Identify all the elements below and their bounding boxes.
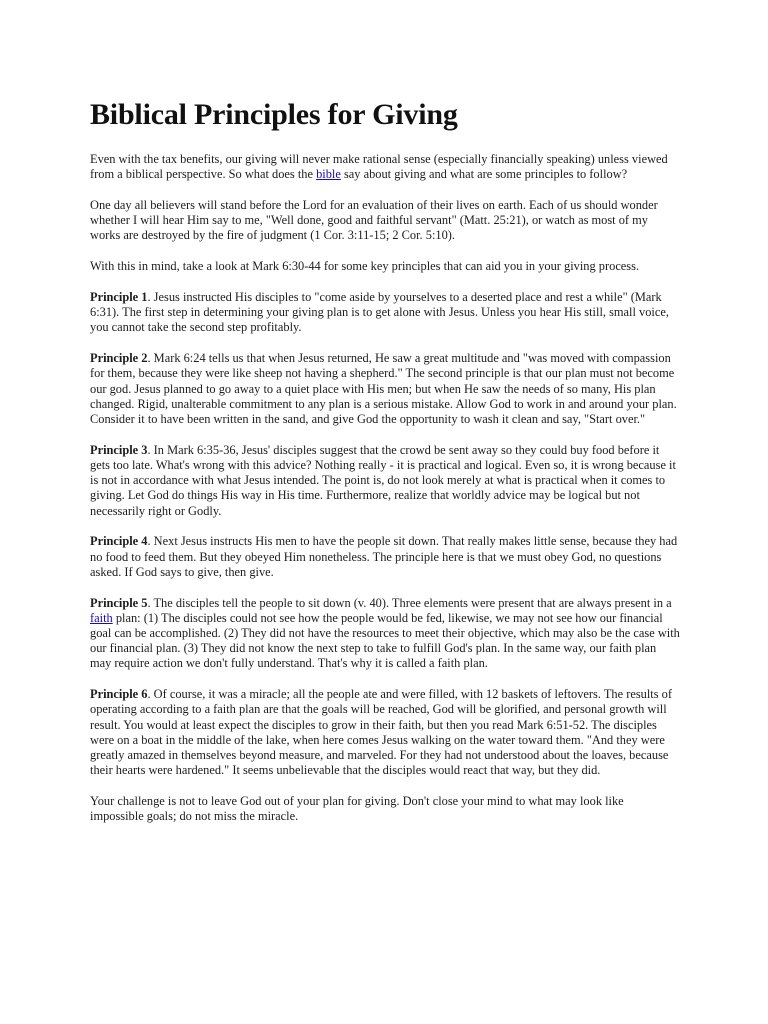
principle-6-text: . Of course, it was a miracle; all the people ate and were filled, with 12 baskets of leftovers. The results of operating according to a faith plan are that the goals will be reached, God will be glorified, and personal growth will result. You would at least expect the disciples to grow in their faith, but then you read Mark 6:51-52. The disciples were on a boat in the middle of the lake, when here comes Jesus walking on the water toward them. "And they were greatly amazed in themselves beyond measure, and marveled. For they had not understood about the loaves, because their hearts were hardened." It seems unbelievable that the disciples would react that way, but they did. (90, 687, 672, 778)
principle-2-paragraph (90, 351, 680, 427)
principle-4-label: Principle 4 (90, 534, 148, 549)
intro-text-after: say about giving and what are some principles to follow? (340, 167, 628, 182)
principle-5-paragraph (90, 596, 680, 672)
principle-6-paragraph (90, 687, 680, 778)
principle-2-text: . Mark 6:24 tells us that when Jesus returned, He saw a great multitude and "was moved with compassion for them, because they were like sheep not having a shepherd." The second principle is that our plan must not become our god. Jesus planned to go away to a quiet place with His men; but when He saw the needs of so many, His plan changed. Rigid, unalterable commitment to any plan is a serious mistake. Allow God to work in and around your plan. Consider it to have been written in the sand, and give God the opportunity to wash it clean and say, "Start over." (90, 351, 677, 427)
faith-link[interactable]: faith (90, 610, 113, 625)
principle-3-label: Principle 3 (90, 442, 148, 457)
document-page (90, 96, 680, 840)
principle-4-text: . Next Jesus instructs His men to have the people sit down. That really makes little sense, because they had no food to feed them. But they obeyed Him nonetheless. The principle here is that we must obey God, no questions asked. If God says to give, then give. (90, 534, 678, 579)
closing-paragraph: Your challenge is not to leave God out of your plan for giving. Don't close your mind to what may look like impossible goals; do not miss the miracle. (90, 794, 624, 824)
judgment-paragraph: One day all believers will stand before the Lord for an evaluation of their lives on earth. Each of us should wonder whether I will hear Him say to me, "Well done, good and faithful servant" (Matt. 25:21), or watch as most of my works are destroyed by the fire of judgment (1 Cor. 3:11-15; 2 Cor. 5:10). (90, 198, 658, 243)
principle-1-label: Principle 1 (90, 290, 148, 304)
principle-5-text-after: plan: (1) The disciples could not see how the people would be fed, likewise, we may not see how our financial goal can be accomplished. (2) They did not have the resources to meet their objective, which may also be the case with our financial plan. (3) They did not know the next step to take to fulfill God's plan. In the same way, our faith plan may require action we don't fully understand. That's why it is called a faith plan. (90, 610, 680, 671)
principle-3-text: . In Mark 6:35-36, Jesus' disciples suggest that the crowd be sent away so they could buy food before it gets too late. What's wrong with this advice? Nothing really - it is practical and logical. Even so, it is wrong because it is not in accordance with what Jesus intended. The point is, do not look merely at what is practical when it comes to giving. Let God do things His way in His time. Furthermore, realize that worldly advice may be logical but not necessarily right or Godly. (90, 442, 676, 518)
page-title: Biblical Principles for Giving (90, 98, 458, 131)
intro-text-before: Even with the tax benefits, our giving will never make rational sense (especially financially speaking) unless viewed from a biblical perspective. So what does the (90, 152, 668, 182)
bible-link[interactable]: bible (316, 167, 341, 182)
intro-paragraph (90, 152, 680, 182)
principle-2-label: Principle 2 (90, 351, 148, 366)
principle-1-paragraph (90, 290, 680, 336)
principle-5-label: Principle 5 (90, 595, 148, 610)
principle-1-text: . Jesus instructed His disciples to "come aside by yourselves to a deserted place and rest a while" (Mark 6:31). The first step in determining your giving plan is to get alone with Jesus. Unless you hear His still, small voice, you cannot take the second step profitably. (90, 290, 669, 335)
principle-6-label: Principle 6 (90, 687, 148, 702)
principle-5-text-before: . The disciples tell the people to sit down (v. 40). Three elements were present that are always present in a (147, 595, 672, 610)
mark-reference-paragraph: With this in mind, take a look at Mark 6:30-44 for some key principles that can aid you in your giving process. (90, 259, 640, 274)
principle-3-paragraph (90, 443, 680, 519)
principle-4-paragraph (90, 534, 680, 580)
